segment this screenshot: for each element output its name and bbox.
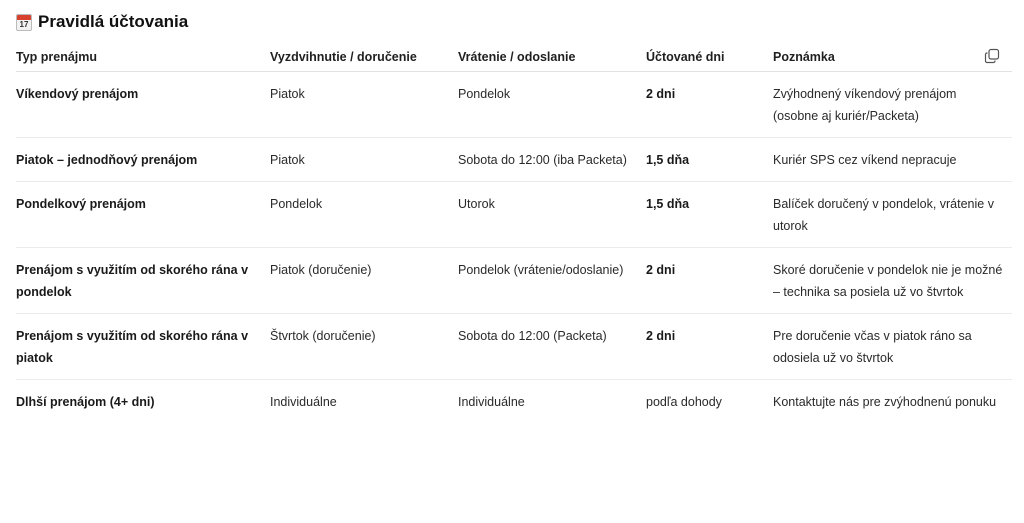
header-rental-type: Typ prenájmu — [16, 48, 270, 72]
cell-return: Pondelok — [458, 72, 646, 138]
header-billed-days: Účtované dni — [646, 48, 773, 72]
cell-note: Pre doručenie včas v piatok ráno sa odosiela už vo štvrtok — [773, 314, 1012, 380]
cell-note: Zvýhodnený víkendový prenájom (osobne aj kuriér/Packeta) — [773, 72, 1012, 138]
header-return: Vrátenie / odoslanie — [458, 48, 646, 72]
cell-rental-type: Pondelkový prenájom — [16, 182, 270, 248]
cell-billed-days: podľa dohody — [646, 395, 722, 409]
table-row — [16, 72, 1012, 138]
header-note-cell — [773, 48, 1012, 72]
cell-note: Skoré doručenie v pondelok nie je možné – technika sa posiela už vo štvrtok — [773, 248, 1012, 314]
calendar-icon-day: 17 — [19, 19, 29, 29]
section-title: Pravidlá účtovania — [38, 12, 189, 31]
header-pickup: Vyzdvihnutie / doručenie — [270, 48, 458, 72]
cell-return: Individuálne — [458, 395, 525, 409]
table-row — [16, 314, 1012, 380]
calendar-icon — [16, 14, 32, 31]
table-row — [16, 248, 1012, 314]
cell-pickup: Piatok — [270, 72, 458, 138]
cell-pickup: Štvrtok (doručenie) — [270, 314, 458, 380]
section-heading — [16, 12, 188, 32]
cell-note: Kontaktujte nás pre zvýhodnenú ponuku — [773, 395, 997, 409]
cell-pickup: Piatok (doručenie) — [270, 248, 458, 314]
cell-billed-days: 2 dni — [646, 72, 773, 138]
cell-billed-days: 1,5 dňa — [646, 138, 773, 182]
cell-return: Utorok — [458, 182, 646, 248]
cell-rental-type: Dlhší prenájom (4+ dni) — [16, 395, 155, 409]
table-header-row — [16, 48, 1012, 72]
table-row — [16, 182, 1012, 248]
cell-pickup: Pondelok — [270, 182, 458, 248]
cell-pickup: Piatok — [270, 138, 458, 182]
cell-rental-type: Piatok – jednodňový prenájom — [16, 138, 270, 182]
billing-rules-table — [16, 48, 1012, 423]
copy-icon[interactable] — [984, 48, 1000, 64]
cell-billed-days: 2 dni — [646, 248, 773, 314]
cell-note: Balíček doručený v pondelok, vrátenie v utorok — [773, 182, 1012, 248]
cell-billed-days: 1,5 dňa — [646, 182, 773, 248]
table-row — [16, 380, 1012, 424]
cell-rental-type: Prenájom s využitím od skorého rána v piatok — [16, 314, 270, 380]
cell-billed-days: 2 dni — [646, 314, 773, 380]
cell-note: Kuriér SPS cez víkend nepracuje — [773, 138, 1012, 182]
cell-return: Sobota do 12:00 (iba Packeta) — [458, 138, 646, 182]
cell-return: Pondelok (vrátenie/odoslanie) — [458, 248, 646, 314]
cell-rental-type: Víkendový prenájom — [16, 72, 270, 138]
cell-return: Sobota do 12:00 (Packeta) — [458, 314, 646, 380]
cell-pickup: Individuálne — [270, 395, 337, 409]
cell-rental-type: Prenájom s využitím od skorého rána v pondelok — [16, 248, 270, 314]
table-row — [16, 138, 1012, 182]
header-note: Poznámka — [773, 50, 835, 64]
